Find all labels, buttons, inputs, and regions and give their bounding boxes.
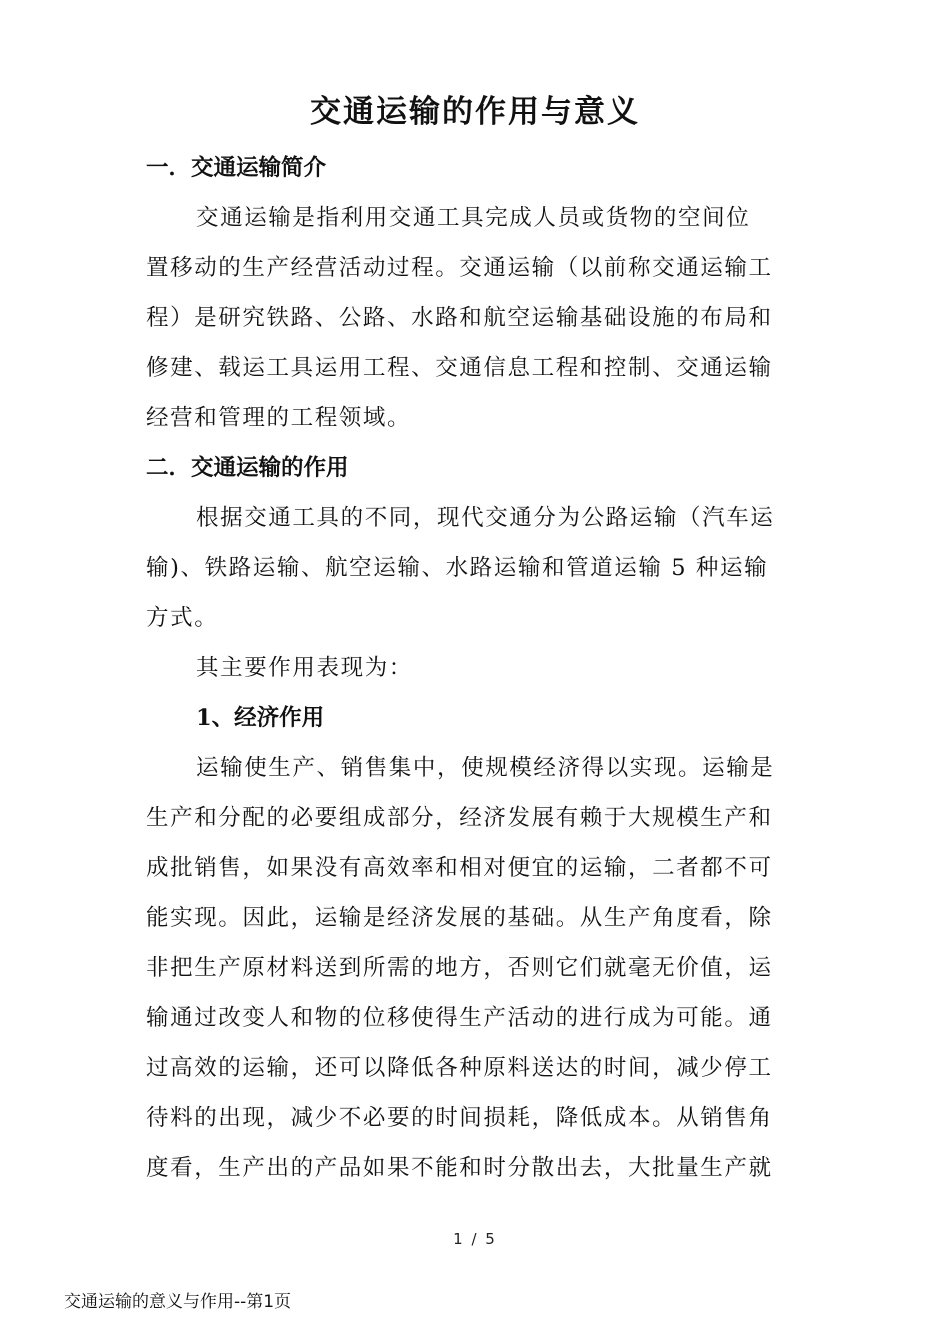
- document-body: [146, 143, 808, 1193]
- paragraph-line: 输)、铁路运输、航空运输、水路运输和管道运输 5 种运输: [146, 555, 769, 581]
- paragraph-line: 生产和分配的必要组成部分，经济发展有赖于大规模生产和: [146, 805, 773, 831]
- footer-label: 交通运输的意义与作用--第1页: [64, 1292, 292, 1312]
- paragraph-line: 成批销售，如果没有高效率和相对便宜的运输，二者都不可: [146, 855, 773, 881]
- paragraph-line: 根据交通工具的不同，现代交通分为公路运输（汽车运: [196, 505, 775, 531]
- paragraph-role: [146, 493, 808, 643]
- paragraph-line: 其主要作用表现为：: [196, 655, 413, 681]
- paragraph-line: 方式。: [146, 605, 219, 631]
- paragraph-role-main: [146, 643, 808, 693]
- section-heading-intro: 一．交通运输简介: [146, 155, 327, 181]
- paragraph-line: 输通过改变人和物的位移使得生产活动的进行成为可能。通: [146, 1005, 773, 1031]
- paragraph-line: 度看，生产出的产品如果不能和时分散出去，大批量生产就: [146, 1155, 773, 1181]
- paragraph-line: 运输使生产、销售集中，使规模经济得以实现。运输是: [196, 755, 775, 781]
- sub-heading-economic: 1、经济作用: [196, 705, 325, 731]
- paragraph-intro: [146, 193, 808, 443]
- paragraph-economic: [146, 743, 808, 1193]
- paragraph-line: 交通运输是指利用交通工具完成人员或货物的空间位: [196, 205, 751, 231]
- paragraph-line: 经营和管理的工程领域。: [146, 405, 412, 431]
- paragraph-line: 置移动的生产经营活动过程。交通运输（以前称交通运输工: [146, 255, 773, 281]
- paragraph-line: 过高效的运输，还可以降低各种原料送达的时间，减少停工: [146, 1055, 773, 1081]
- section-heading-role: 二．交通运输的作用: [146, 455, 349, 481]
- document-title: 交通运输的作用与意义: [310, 94, 640, 130]
- paragraph-line: 待料的出现，减少不必要的时间损耗，降低成本。从销售角: [146, 1105, 773, 1131]
- paragraph-line: 能实现。因此，运输是经济发展的基础。从生产角度看，除: [146, 905, 773, 931]
- paragraph-line: 非把生产原材料送到所需的地方，否则它们就毫无价值，运: [146, 955, 773, 981]
- paragraph-line: 修建、载运工具运用工程、交通信息工程和控制、交通运输: [146, 355, 773, 381]
- page-number: 1 / 5: [453, 1230, 497, 1248]
- paragraph-line: 程）是研究铁路、公路、水路和航空运输基础设施的布局和: [146, 305, 773, 331]
